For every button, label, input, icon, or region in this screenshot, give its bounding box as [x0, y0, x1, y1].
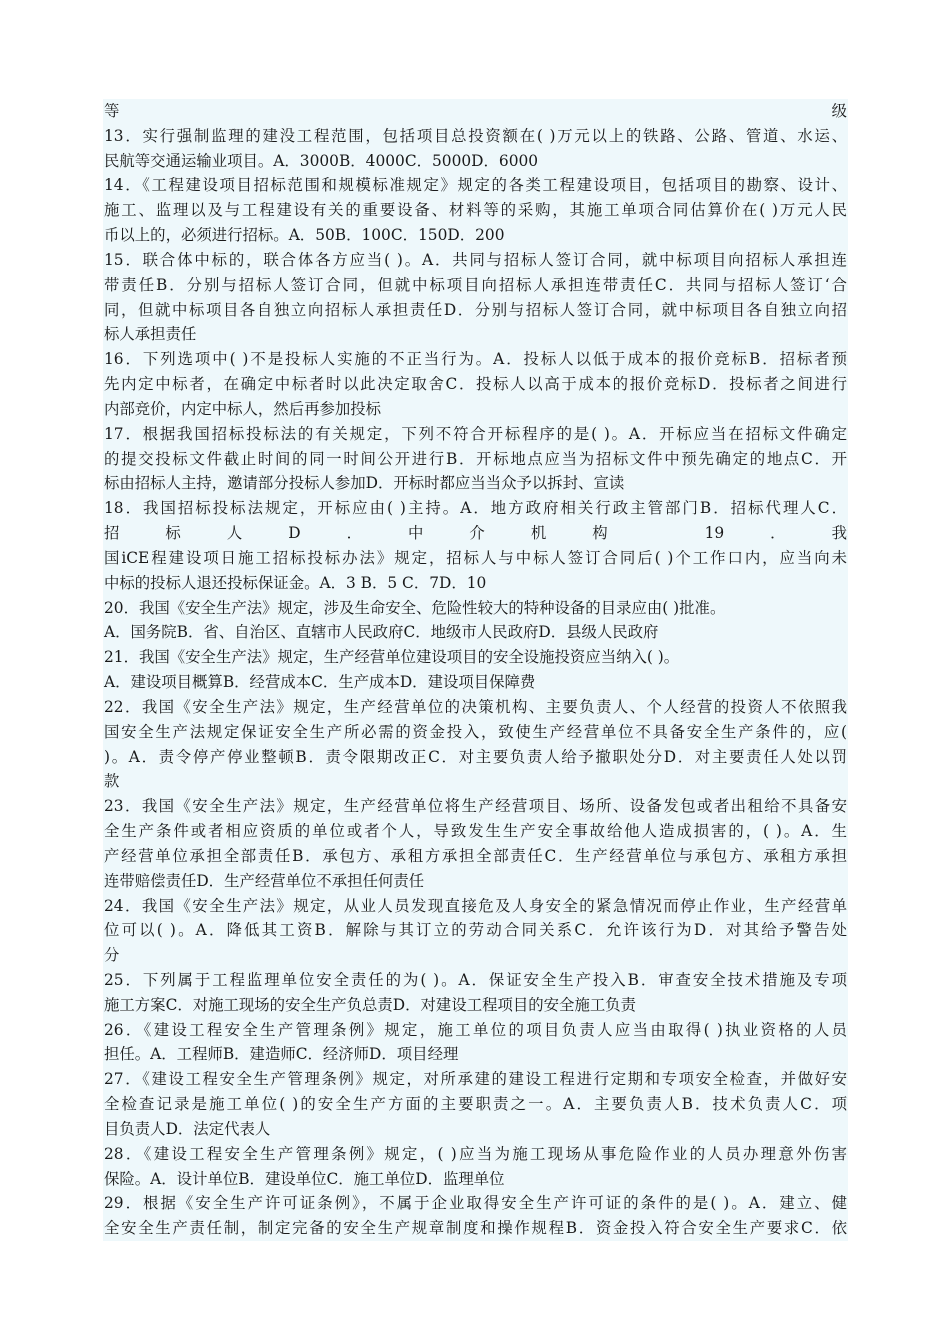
text-line: 中标的投标人退还投标保证金。A．3 B．5 C．7D．10: [104, 573, 487, 592]
text-line: 全检查记录是施工单位( )的安全生产方面的主要职责之一。A．主要负责人B．技术负责人C．项: [104, 1095, 847, 1114]
text-line: 16．下列选项中( )不是投标人实施的不正当行为。A．投标人以低于成本的报价竞标B．招标者预: [104, 350, 847, 369]
text-line: 先内定中标者，在确定中标者时以此决定取舍C．投标人以高于成本的报价竞标D．投标者之间进行: [104, 375, 847, 394]
text-line: 全安全生产责任制，制定完备的安全生产规章制度和操作规程B．资金投入符合安全生产要求C．依: [104, 1219, 847, 1238]
text-line: 全生产条件或者相应资质的单位或者个人，导致发生生产安全事故给他人造成损害的，( )。A．生: [104, 822, 847, 841]
text-line: 招标人D．中介机构 19．我: [104, 524, 847, 543]
document-text-block: [103, 99, 848, 1241]
text-line: 国iCE程建设项日施工招标投标办法》规定，招标人与中标人签订合同后( )个工作口内，应当向未: [104, 548, 847, 567]
text-line: 24．我国《安全生产法》规定，从业人员发现直接危及人身安全的紧急情况而停止作业，生产经营单: [104, 896, 847, 915]
text-line: 国安全生产法规定保证安全生产所必需的资金投入，致使生产经营单位不具备安全生产条件的，应(: [104, 722, 847, 741]
text-line: 15．联合体中标的，联合体各方应当( )。A．共同与招标人签订合同，就中标项目向招标人承担连: [104, 250, 847, 269]
text-line: 等级: [104, 102, 847, 120]
text-line: 民航等交通运输业项目。A．3000B．4000C．5000D．6000: [104, 151, 539, 170]
text-line: 25．下列属于工程监理单位安全责任的为( )。A．保证安全生产投入B．审查安全技术措施及专项: [104, 970, 847, 989]
text-line: 29．根据《安全生产许可证条例》，不属于企业取得安全生产许可证的条件的是( )。A．建立、健: [104, 1194, 847, 1213]
text-line: 13．实行强制监理的建没工程范围，包括项目总投资额在( )万元以上的铁路、公路、管道、水运、: [104, 126, 847, 145]
text-line: 标人承担责任: [104, 325, 197, 344]
text-line: 28．《建设工程安全生产管理条例》规定，( )应当为施工现场从事危险作业的人员办理意外伤害: [104, 1144, 847, 1163]
text-line: 21．我国《安全生产法》规定，生产经营单位建设项目的安全设施投资应当纳入( )。: [104, 648, 680, 667]
text-line: 带责任B．分别与招标人签订合同，但就中标项目向招标人承担连带责任C．共同与招标人签订‘合: [104, 275, 847, 294]
text-line: 内部竞价，内定中标人，然后再参加投标: [104, 399, 382, 418]
text-line: 同，但就中标项目各自独立向招标人承担责任D．分别与招标人签订合同，就中标项目各自独立向招: [104, 300, 847, 319]
text-line: 的提交投标文件截止时间的同一时间公开进行B．开标地点应当为招标文件中预先确定的地点C．开: [104, 449, 847, 468]
text-line: 18．我国招标投标法规定，开标应由( )主持。A．地方政府相关行政主管部门B．招标代理人C．: [104, 499, 847, 518]
text-line: 标由招标人主持，邀请部分投标人参加D．开标时都应当当众予以拆封、宣读: [104, 474, 625, 493]
text-line: 20．我国《安全生产法》规定，涉及生命安全、危险性较大的特种设备的目录应由( )批准。: [104, 598, 726, 617]
text-line: 施工方案C．对施工现场的安全生产负总责D．对建设工程项目的安全施工负责: [104, 995, 637, 1014]
text-line: 27．《建设工程安全生产管理条例》规定，对所承建的建设工程进行定期和专项安全检查，并做好安: [104, 1070, 847, 1089]
text-line: 26．《建设工程安全生产管理条例》规定，施工单位的项目负责人应当由取得( )执业资格的人员: [104, 1020, 847, 1039]
text-line: 22．我国《安全生产法》规定，生产经营单位的决策机构、主要负责人、个人经营的投资人不依照我: [104, 697, 847, 716]
text-line: 币以上的，必须进行招标。A．50B．100C．150D．200: [104, 226, 505, 245]
text-line: 产经营单位承担全部责任B．承包方、承租方承担全部责任C．生产经营单位与承包方、承租方承担: [104, 846, 847, 865]
text-line: A．国务院B．省、自治区、直辖市人民政府C．地级市人民政府D．县级人民政府: [104, 623, 659, 642]
text-line: 保险。A．设计单位B．建设单位C．施工单位D．监理单位: [104, 1169, 505, 1188]
text-line: 目负责人D．法定代表人: [104, 1119, 271, 1138]
text-line: 17．根据我国招标投标法的有关规定，下列不符合开标程序的是( )。A．开标应当在招标文件确定: [104, 424, 847, 443]
text-line: 施工、监理以及与工程建设有关的重要设备、材料等的采购，其施工单项合同估算价在( )万元人民: [104, 201, 847, 220]
text-line: 分: [104, 946, 120, 965]
text-line: 23．我国《安全生产法》规定，生产经营单位将生产经营项目、场所、设备发包或者出租给不具备安: [104, 797, 847, 816]
text-line: 连带赔偿责任D．生产经营单位不承担任何责任: [104, 871, 425, 890]
text-line: A．建设项目概算B．经营成本C．生产成本D．建设项目保障费: [104, 673, 536, 692]
text-line: 位可以( )。A．降低其工资B．解除与其订立的劳动合同关系C．允许该行为D．对其给予警告处: [104, 921, 847, 940]
text-line: 款: [104, 772, 120, 791]
text-line: 14．《工程建设项目招标范围和规模标准规定》规定的各类工程建设项目，包括项目的勘察、设计、: [104, 176, 847, 195]
text-line: )。A．责令停产停业整顿B．责令限期改正C．对主要负责人给予撤职处分D．对主要责任人处以罚: [104, 747, 847, 766]
text-line: 担任。A．工程师B．建造师C．经济师D．项目经理: [104, 1045, 459, 1064]
